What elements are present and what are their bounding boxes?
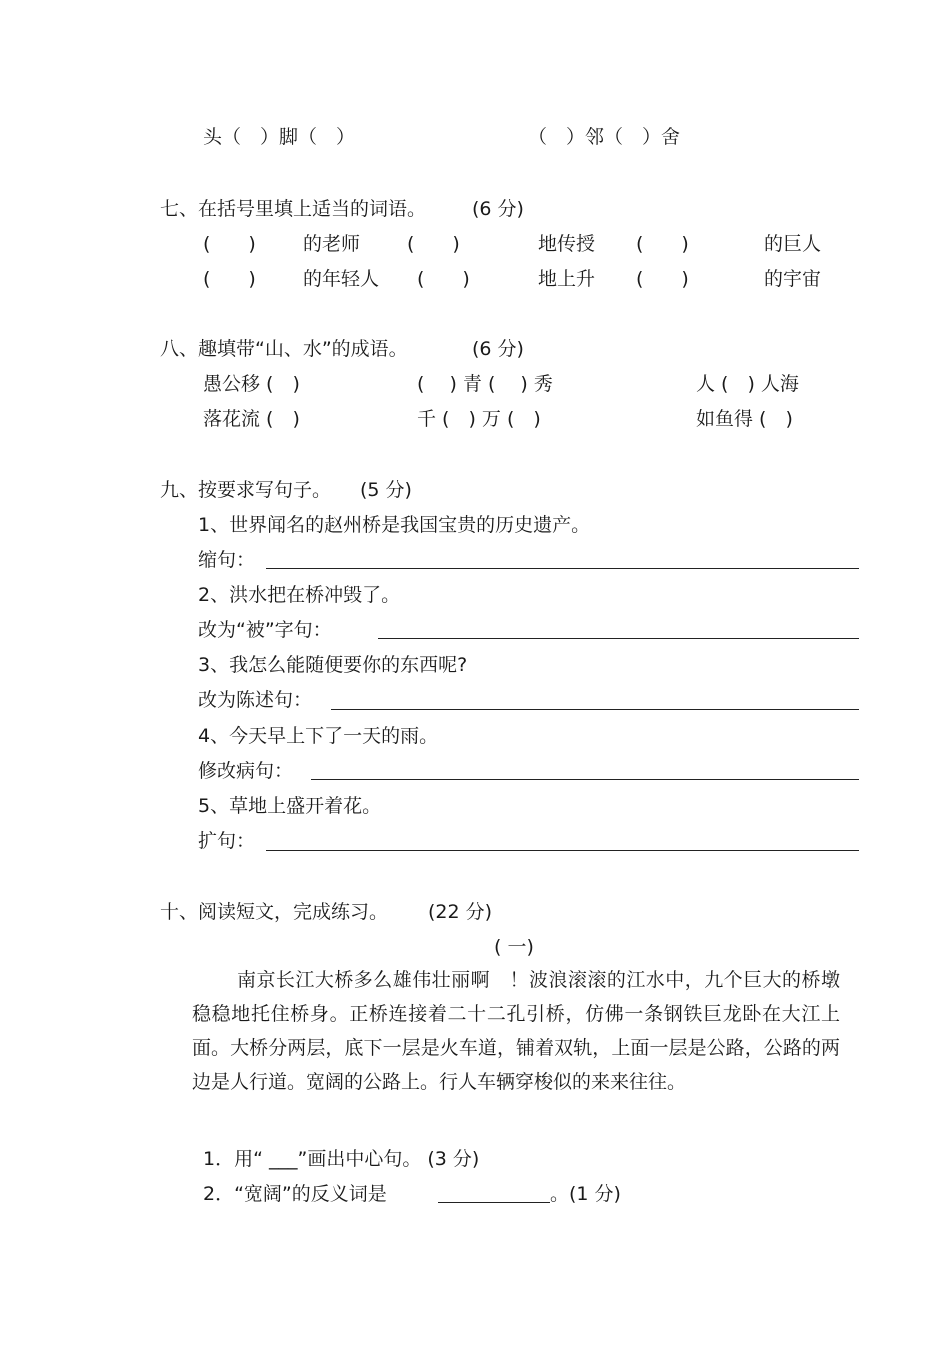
q7-blank[interactable]: ( ) bbox=[417, 268, 470, 290]
q9-prompt: 改为陈述句： bbox=[198, 689, 313, 711]
q7-word: 的巨人 bbox=[764, 233, 822, 255]
q9-sentence: 5、草地上盛开着花。 bbox=[198, 795, 382, 817]
q10-question-2: 2．“宽阔”的反义词是 bbox=[203, 1183, 387, 1205]
q9-prompt: 缩句： bbox=[198, 549, 256, 571]
q8-idiom: 千 ( ) 万 ( ) bbox=[417, 408, 541, 430]
q10-part-label: ( 一) bbox=[494, 936, 534, 958]
passage-text: 南京长江大桥多么雄伟壮丽啊 ！波浪滚滚的江水中，九个巨大的桥墩稳稳地托住桥身。正桥连接着二十二孔引桥，仿佛一条钢铁巨龙卧在大江上面。大桥分两层，底下一层是火车道，铺着双轨，上面一层是公路，公路的两边是人行道。宽阔的公路上。行人车辆穿梭似的来来往往。 bbox=[192, 969, 840, 1093]
q7-score: (6 分) bbox=[472, 198, 524, 220]
q10-answer-line[interactable] bbox=[438, 1202, 550, 1203]
q7-title: 七、在括号里填上适当的词语。 bbox=[160, 198, 427, 220]
q7-blank[interactable]: ( ) bbox=[203, 268, 256, 290]
q8-idiom: 如鱼得 ( ) bbox=[696, 408, 793, 430]
q9-sentence: 1、世界闻名的赵州桥是我国宝贵的历史遗产。 bbox=[198, 514, 591, 536]
q7-blank[interactable]: ( ) bbox=[407, 233, 460, 255]
q10-title: 十、阅读短文，完成练习。 bbox=[160, 901, 389, 923]
q7-blank[interactable]: ( ) bbox=[636, 268, 689, 290]
q10-score: (22 分) bbox=[428, 901, 493, 923]
q9-sentence: 2、洪水把在桥冲毁了。 bbox=[198, 584, 401, 606]
q9-prompt: 修改病句： bbox=[198, 760, 294, 782]
q7-blank[interactable]: ( ) bbox=[636, 233, 689, 255]
q9-score: (5 分) bbox=[360, 479, 412, 501]
q8-idiom: 愚公移 ( ) bbox=[203, 373, 300, 395]
q8-score: (6 分) bbox=[472, 338, 524, 360]
q7-blank[interactable]: ( ) bbox=[203, 233, 256, 255]
q10-question-1: 1．用“ ___”画出中心句。 (3 分) bbox=[203, 1148, 480, 1170]
q7-word: 地上升 bbox=[538, 268, 596, 290]
q9-answer-line[interactable] bbox=[266, 850, 859, 851]
q10-question-2-score: 。(1 分) bbox=[550, 1183, 621, 1205]
q9-answer-line[interactable] bbox=[331, 709, 859, 710]
q6-idiom-left: 头（ ）脚（ ） bbox=[203, 126, 356, 148]
q9-title: 九、按要求写句子。 bbox=[160, 479, 332, 501]
q9-sentence: 4、今天早上下了一天的雨。 bbox=[198, 725, 439, 747]
reading-passage bbox=[192, 963, 840, 1099]
q7-word: 的宇宙 bbox=[764, 268, 822, 290]
q6-idiom-right: （ ）邻（ ）舍 bbox=[528, 126, 681, 148]
q9-answer-line[interactable] bbox=[266, 568, 859, 569]
q7-word: 的老师 bbox=[303, 233, 361, 255]
q9-prompt: 改为“被”字句： bbox=[198, 619, 332, 641]
q9-sentence: 3、我怎么能随便要你的东西呢? bbox=[198, 654, 468, 676]
q8-idiom: 人 ( ) 人海 bbox=[696, 373, 799, 395]
q9-prompt: 扩句： bbox=[198, 830, 256, 852]
q9-answer-line[interactable] bbox=[378, 638, 859, 639]
q8-idiom: 落花流 ( ) bbox=[203, 408, 300, 430]
q7-word: 的年轻人 bbox=[303, 268, 380, 290]
q7-word: 地传授 bbox=[538, 233, 596, 255]
q8-idiom: ( ) 青 ( ) 秀 bbox=[417, 373, 553, 395]
q9-answer-line[interactable] bbox=[311, 779, 859, 780]
q8-title: 八、趣填带“山、水”的成语。 bbox=[160, 338, 408, 360]
